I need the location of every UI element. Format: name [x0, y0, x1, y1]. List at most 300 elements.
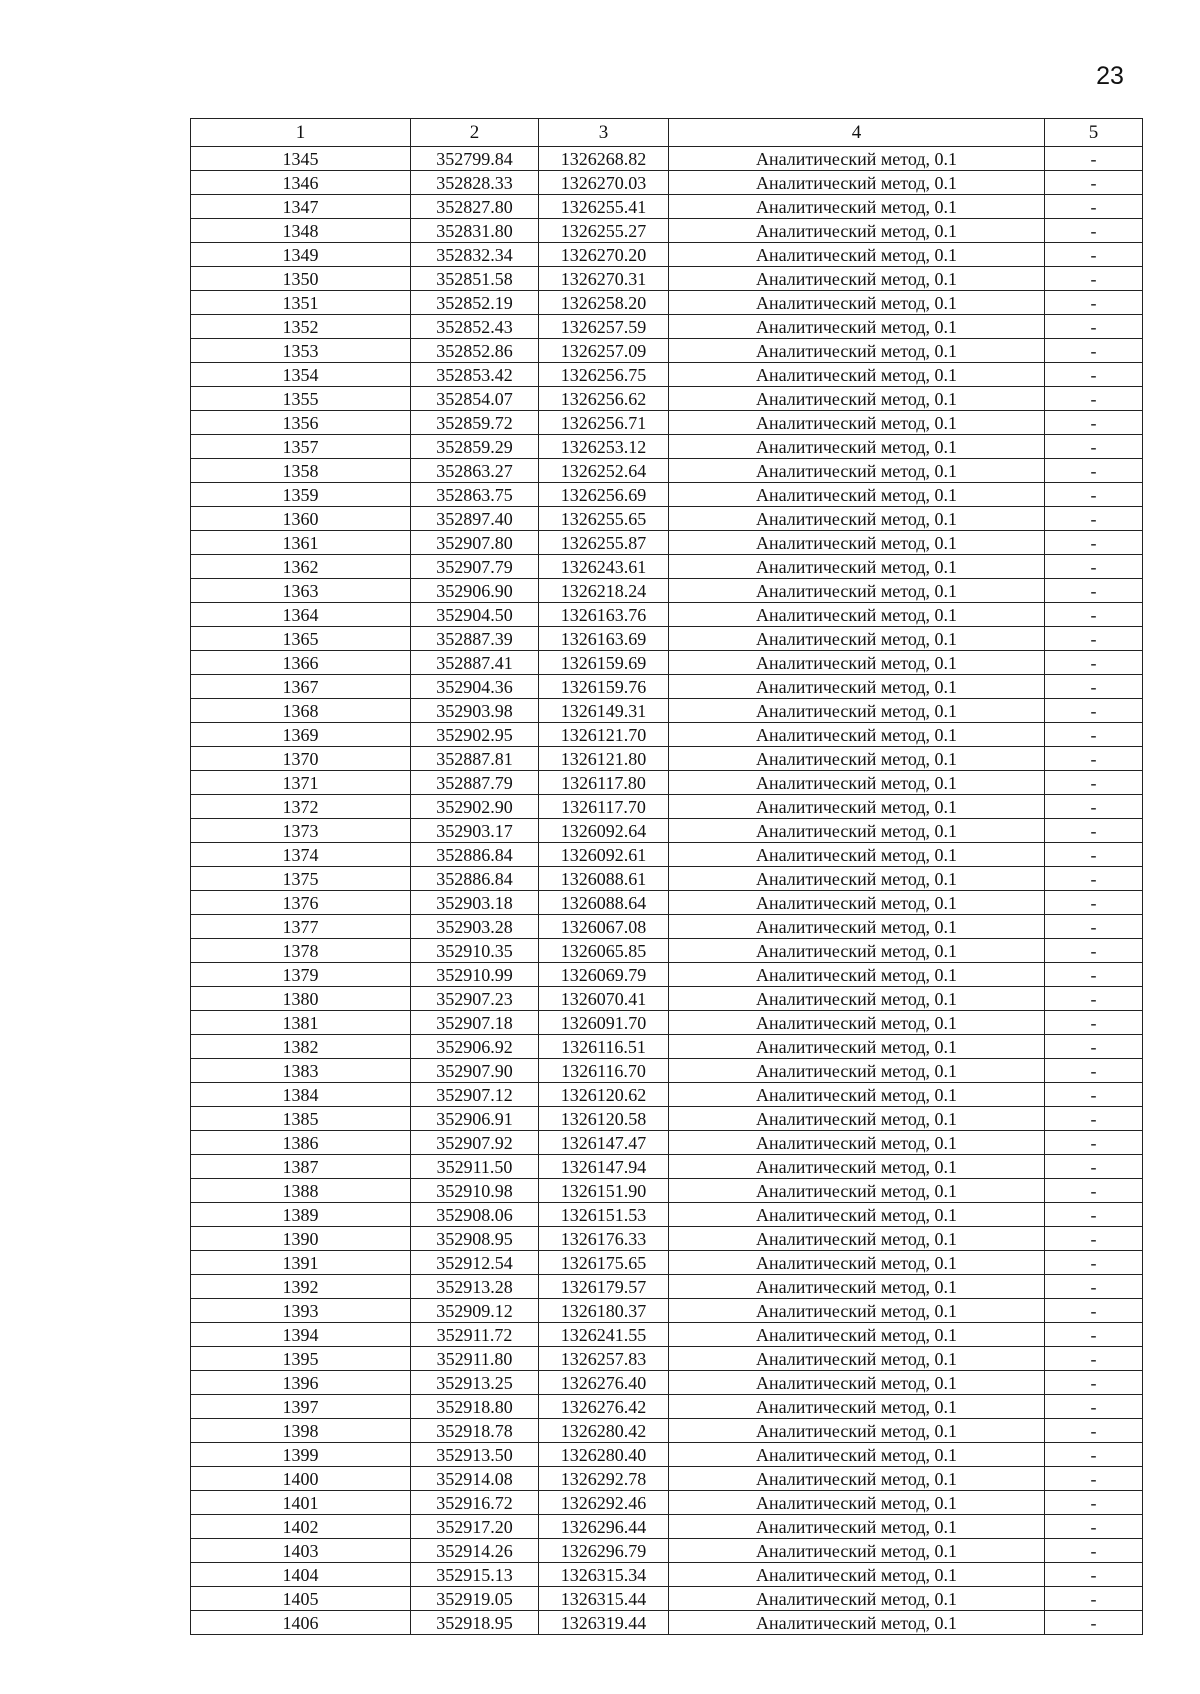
- table-row: [191, 459, 1143, 483]
- point-number-cell: 1382: [191, 1035, 411, 1059]
- note-cell: -: [1045, 771, 1143, 795]
- method-cell: Аналитический метод, 0.1: [669, 1131, 1045, 1155]
- table-row: [191, 963, 1143, 987]
- method-cell: Аналитический метод, 0.1: [669, 747, 1045, 771]
- page-number: 23: [1096, 62, 1124, 90]
- x-coordinate-cell: 352918.78: [411, 1419, 539, 1443]
- x-coordinate-cell: 352831.80: [411, 219, 539, 243]
- point-number-cell: 1404: [191, 1563, 411, 1587]
- x-coordinate-cell: 352852.19: [411, 291, 539, 315]
- note-cell: -: [1045, 315, 1143, 339]
- table-row: [191, 1323, 1143, 1347]
- x-coordinate-cell: 352906.92: [411, 1035, 539, 1059]
- x-coordinate-cell: 352912.54: [411, 1251, 539, 1275]
- table-row: [191, 939, 1143, 963]
- point-number-cell: 1381: [191, 1011, 411, 1035]
- method-cell: Аналитический метод, 0.1: [669, 675, 1045, 699]
- y-coordinate-cell: 1326315.44: [539, 1587, 669, 1611]
- table-row: [191, 147, 1143, 171]
- x-coordinate-cell: 352852.43: [411, 315, 539, 339]
- coordinates-table: [190, 118, 1143, 1635]
- note-cell: -: [1045, 747, 1143, 771]
- point-number-cell: 1403: [191, 1539, 411, 1563]
- note-cell: -: [1045, 987, 1143, 1011]
- note-cell: -: [1045, 1227, 1143, 1251]
- method-cell: Аналитический метод, 0.1: [669, 603, 1045, 627]
- table-row: [191, 531, 1143, 555]
- note-cell: -: [1045, 1035, 1143, 1059]
- x-coordinate-cell: 352908.06: [411, 1203, 539, 1227]
- note-cell: -: [1045, 1203, 1143, 1227]
- table-row: [191, 1011, 1143, 1035]
- x-coordinate-cell: 352907.12: [411, 1083, 539, 1107]
- method-cell: Аналитический метод, 0.1: [669, 1203, 1045, 1227]
- y-coordinate-cell: 1326088.64: [539, 891, 669, 915]
- note-cell: -: [1045, 291, 1143, 315]
- table-row: [191, 411, 1143, 435]
- y-coordinate-cell: 1326092.64: [539, 819, 669, 843]
- note-cell: -: [1045, 195, 1143, 219]
- y-coordinate-cell: 1326121.80: [539, 747, 669, 771]
- method-cell: Аналитический метод, 0.1: [669, 339, 1045, 363]
- x-coordinate-cell: 352903.98: [411, 699, 539, 723]
- method-cell: Аналитический метод, 0.1: [669, 867, 1045, 891]
- y-coordinate-cell: 1326116.51: [539, 1035, 669, 1059]
- note-cell: -: [1045, 1275, 1143, 1299]
- method-cell: Аналитический метод, 0.1: [669, 939, 1045, 963]
- note-cell: -: [1045, 219, 1143, 243]
- column-header: 5: [1045, 119, 1143, 147]
- y-coordinate-cell: 1326117.70: [539, 795, 669, 819]
- point-number-cell: 1360: [191, 507, 411, 531]
- method-cell: Аналитический метод, 0.1: [669, 555, 1045, 579]
- method-cell: Аналитический метод, 0.1: [669, 459, 1045, 483]
- note-cell: -: [1045, 1515, 1143, 1539]
- method-cell: Аналитический метод, 0.1: [669, 507, 1045, 531]
- y-coordinate-cell: 1326292.46: [539, 1491, 669, 1515]
- point-number-cell: 1371: [191, 771, 411, 795]
- method-cell: Аналитический метод, 0.1: [669, 1275, 1045, 1299]
- method-cell: Аналитический метод, 0.1: [669, 291, 1045, 315]
- table-row: [191, 219, 1143, 243]
- y-coordinate-cell: 1326151.90: [539, 1179, 669, 1203]
- x-coordinate-cell: 352827.80: [411, 195, 539, 219]
- x-coordinate-cell: 352832.34: [411, 243, 539, 267]
- y-coordinate-cell: 1326175.65: [539, 1251, 669, 1275]
- table-row: [191, 747, 1143, 771]
- note-cell: -: [1045, 579, 1143, 603]
- note-cell: -: [1045, 1443, 1143, 1467]
- point-number-cell: 1369: [191, 723, 411, 747]
- method-cell: Аналитический метод, 0.1: [669, 1395, 1045, 1419]
- table-row: [191, 1539, 1143, 1563]
- x-coordinate-cell: 352907.79: [411, 555, 539, 579]
- note-cell: -: [1045, 459, 1143, 483]
- y-coordinate-cell: 1326258.20: [539, 291, 669, 315]
- x-coordinate-cell: 352902.90: [411, 795, 539, 819]
- y-coordinate-cell: 1326241.55: [539, 1323, 669, 1347]
- method-cell: Аналитический метод, 0.1: [669, 1515, 1045, 1539]
- method-cell: Аналитический метод, 0.1: [669, 1419, 1045, 1443]
- column-header: 1: [191, 119, 411, 147]
- method-cell: Аналитический метод, 0.1: [669, 1491, 1045, 1515]
- note-cell: -: [1045, 867, 1143, 891]
- table-row: [191, 1611, 1143, 1635]
- y-coordinate-cell: 1326255.87: [539, 531, 669, 555]
- point-number-cell: 1345: [191, 147, 411, 171]
- method-cell: Аналитический метод, 0.1: [669, 1467, 1045, 1491]
- point-number-cell: 1349: [191, 243, 411, 267]
- y-coordinate-cell: 1326257.59: [539, 315, 669, 339]
- method-cell: Аналитический метод, 0.1: [669, 1443, 1045, 1467]
- method-cell: Аналитический метод, 0.1: [669, 1323, 1045, 1347]
- point-number-cell: 1359: [191, 483, 411, 507]
- y-coordinate-cell: 1326180.37: [539, 1299, 669, 1323]
- x-coordinate-cell: 352903.17: [411, 819, 539, 843]
- note-cell: -: [1045, 1323, 1143, 1347]
- table-row: [191, 891, 1143, 915]
- point-number-cell: 1397: [191, 1395, 411, 1419]
- y-coordinate-cell: 1326292.78: [539, 1467, 669, 1491]
- x-coordinate-cell: 352913.25: [411, 1371, 539, 1395]
- method-cell: Аналитический метод, 0.1: [669, 627, 1045, 651]
- method-cell: Аналитический метод, 0.1: [669, 1011, 1045, 1035]
- table-row: [191, 1059, 1143, 1083]
- x-coordinate-cell: 352853.42: [411, 363, 539, 387]
- point-number-cell: 1380: [191, 987, 411, 1011]
- x-coordinate-cell: 352887.41: [411, 651, 539, 675]
- y-coordinate-cell: 1326243.61: [539, 555, 669, 579]
- method-cell: Аналитический метод, 0.1: [669, 843, 1045, 867]
- table-row: [191, 243, 1143, 267]
- method-cell: Аналитический метод, 0.1: [669, 1035, 1045, 1059]
- y-coordinate-cell: 1326120.62: [539, 1083, 669, 1107]
- point-number-cell: 1354: [191, 363, 411, 387]
- y-coordinate-cell: 1326069.79: [539, 963, 669, 987]
- y-coordinate-cell: 1326163.76: [539, 603, 669, 627]
- method-cell: Аналитический метод, 0.1: [669, 699, 1045, 723]
- note-cell: -: [1045, 1539, 1143, 1563]
- point-number-cell: 1374: [191, 843, 411, 867]
- point-number-cell: 1386: [191, 1131, 411, 1155]
- table-row: [191, 819, 1143, 843]
- table-row: [191, 1131, 1143, 1155]
- note-cell: -: [1045, 1131, 1143, 1155]
- method-cell: Аналитический метод, 0.1: [669, 915, 1045, 939]
- point-number-cell: 1355: [191, 387, 411, 411]
- x-coordinate-cell: 352887.81: [411, 747, 539, 771]
- point-number-cell: 1351: [191, 291, 411, 315]
- table-row: [191, 627, 1143, 651]
- method-cell: Аналитический метод, 0.1: [669, 363, 1045, 387]
- x-coordinate-cell: 352919.05: [411, 1587, 539, 1611]
- table-row: [191, 363, 1143, 387]
- y-coordinate-cell: 1326276.42: [539, 1395, 669, 1419]
- y-coordinate-cell: 1326218.24: [539, 579, 669, 603]
- x-coordinate-cell: 352851.58: [411, 267, 539, 291]
- note-cell: -: [1045, 483, 1143, 507]
- header-row: [191, 119, 1143, 147]
- table-row: [191, 507, 1143, 531]
- point-number-cell: 1348: [191, 219, 411, 243]
- y-coordinate-cell: 1326296.44: [539, 1515, 669, 1539]
- x-coordinate-cell: 352886.84: [411, 843, 539, 867]
- y-coordinate-cell: 1326276.40: [539, 1371, 669, 1395]
- point-number-cell: 1405: [191, 1587, 411, 1611]
- method-cell: Аналитический метод, 0.1: [669, 1539, 1045, 1563]
- y-coordinate-cell: 1326257.83: [539, 1347, 669, 1371]
- note-cell: -: [1045, 1587, 1143, 1611]
- method-cell: Аналитический метод, 0.1: [669, 1179, 1045, 1203]
- point-number-cell: 1396: [191, 1371, 411, 1395]
- x-coordinate-cell: 352854.07: [411, 387, 539, 411]
- y-coordinate-cell: 1326253.12: [539, 435, 669, 459]
- x-coordinate-cell: 352910.35: [411, 939, 539, 963]
- table-row: [191, 315, 1143, 339]
- table-row: [191, 1083, 1143, 1107]
- point-number-cell: 1379: [191, 963, 411, 987]
- point-number-cell: 1366: [191, 651, 411, 675]
- method-cell: Аналитический метод, 0.1: [669, 1059, 1045, 1083]
- table-row: [191, 651, 1143, 675]
- table-row: [191, 1347, 1143, 1371]
- method-cell: Аналитический метод, 0.1: [669, 1563, 1045, 1587]
- point-number-cell: 1383: [191, 1059, 411, 1083]
- point-number-cell: 1363: [191, 579, 411, 603]
- point-number-cell: 1385: [191, 1107, 411, 1131]
- point-number-cell: 1400: [191, 1467, 411, 1491]
- note-cell: -: [1045, 1347, 1143, 1371]
- note-cell: -: [1045, 363, 1143, 387]
- note-cell: -: [1045, 1395, 1143, 1419]
- x-coordinate-cell: 352913.50: [411, 1443, 539, 1467]
- point-number-cell: 1367: [191, 675, 411, 699]
- note-cell: -: [1045, 1179, 1143, 1203]
- table-row: [191, 555, 1143, 579]
- y-coordinate-cell: 1326270.03: [539, 171, 669, 195]
- method-cell: Аналитический метод, 0.1: [669, 1371, 1045, 1395]
- point-number-cell: 1370: [191, 747, 411, 771]
- note-cell: -: [1045, 651, 1143, 675]
- note-cell: -: [1045, 1011, 1143, 1035]
- table-row: [191, 387, 1143, 411]
- method-cell: Аналитический метод, 0.1: [669, 219, 1045, 243]
- method-cell: Аналитический метод, 0.1: [669, 1347, 1045, 1371]
- y-coordinate-cell: 1326117.80: [539, 771, 669, 795]
- column-header: 4: [669, 119, 1045, 147]
- x-coordinate-cell: 352904.50: [411, 603, 539, 627]
- note-cell: -: [1045, 1419, 1143, 1443]
- x-coordinate-cell: 352910.98: [411, 1179, 539, 1203]
- note-cell: -: [1045, 1467, 1143, 1491]
- table-row: [191, 195, 1143, 219]
- note-cell: -: [1045, 1251, 1143, 1275]
- note-cell: -: [1045, 171, 1143, 195]
- method-cell: Аналитический метод, 0.1: [669, 483, 1045, 507]
- method-cell: Аналитический метод, 0.1: [669, 819, 1045, 843]
- point-number-cell: 1373: [191, 819, 411, 843]
- x-coordinate-cell: 352859.29: [411, 435, 539, 459]
- method-cell: Аналитический метод, 0.1: [669, 1611, 1045, 1635]
- method-cell: Аналитический метод, 0.1: [669, 723, 1045, 747]
- y-coordinate-cell: 1326120.58: [539, 1107, 669, 1131]
- table-row: [191, 1419, 1143, 1443]
- x-coordinate-cell: 352918.95: [411, 1611, 539, 1635]
- note-cell: -: [1045, 387, 1143, 411]
- note-cell: -: [1045, 915, 1143, 939]
- point-number-cell: 1395: [191, 1347, 411, 1371]
- x-coordinate-cell: 352917.20: [411, 1515, 539, 1539]
- table-row: [191, 579, 1143, 603]
- y-coordinate-cell: 1326116.70: [539, 1059, 669, 1083]
- table-row: [191, 1395, 1143, 1419]
- y-coordinate-cell: 1326088.61: [539, 867, 669, 891]
- x-coordinate-cell: 352863.75: [411, 483, 539, 507]
- method-cell: Аналитический метод, 0.1: [669, 1107, 1045, 1131]
- note-cell: -: [1045, 411, 1143, 435]
- column-header: 3: [539, 119, 669, 147]
- y-coordinate-cell: 1326092.61: [539, 843, 669, 867]
- point-number-cell: 1368: [191, 699, 411, 723]
- method-cell: Аналитический метод, 0.1: [669, 795, 1045, 819]
- table-row: [191, 867, 1143, 891]
- x-coordinate-cell: 352909.12: [411, 1299, 539, 1323]
- method-cell: Аналитический метод, 0.1: [669, 771, 1045, 795]
- note-cell: -: [1045, 723, 1143, 747]
- x-coordinate-cell: 352907.23: [411, 987, 539, 1011]
- x-coordinate-cell: 352887.39: [411, 627, 539, 651]
- x-coordinate-cell: 352906.91: [411, 1107, 539, 1131]
- x-coordinate-cell: 352915.13: [411, 1563, 539, 1587]
- x-coordinate-cell: 352887.79: [411, 771, 539, 795]
- y-coordinate-cell: 1326256.62: [539, 387, 669, 411]
- table-row: [191, 1035, 1143, 1059]
- table-row: [191, 291, 1143, 315]
- x-coordinate-cell: 352897.40: [411, 507, 539, 531]
- table-row: [191, 1443, 1143, 1467]
- point-number-cell: 1390: [191, 1227, 411, 1251]
- note-cell: -: [1045, 1611, 1143, 1635]
- note-cell: -: [1045, 1107, 1143, 1131]
- x-coordinate-cell: 352863.27: [411, 459, 539, 483]
- x-coordinate-cell: 352907.92: [411, 1131, 539, 1155]
- point-number-cell: 1357: [191, 435, 411, 459]
- x-coordinate-cell: 352911.50: [411, 1155, 539, 1179]
- x-coordinate-cell: 352859.72: [411, 411, 539, 435]
- x-coordinate-cell: 352918.80: [411, 1395, 539, 1419]
- method-cell: Аналитический метод, 0.1: [669, 1227, 1045, 1251]
- method-cell: Аналитический метод, 0.1: [669, 171, 1045, 195]
- y-coordinate-cell: 1326315.34: [539, 1563, 669, 1587]
- point-number-cell: 1356: [191, 411, 411, 435]
- method-cell: Аналитический метод, 0.1: [669, 1299, 1045, 1323]
- x-coordinate-cell: 352886.84: [411, 867, 539, 891]
- table-row: [191, 1491, 1143, 1515]
- note-cell: -: [1045, 1155, 1143, 1179]
- method-cell: Аналитический метод, 0.1: [669, 987, 1045, 1011]
- table-row: [191, 771, 1143, 795]
- y-coordinate-cell: 1326296.79: [539, 1539, 669, 1563]
- x-coordinate-cell: 352852.86: [411, 339, 539, 363]
- y-coordinate-cell: 1326257.09: [539, 339, 669, 363]
- column-header: 2: [411, 119, 539, 147]
- x-coordinate-cell: 352907.18: [411, 1011, 539, 1035]
- point-number-cell: 1398: [191, 1419, 411, 1443]
- y-coordinate-cell: 1326147.47: [539, 1131, 669, 1155]
- y-coordinate-cell: 1326270.20: [539, 243, 669, 267]
- point-number-cell: 1393: [191, 1299, 411, 1323]
- y-coordinate-cell: 1326256.71: [539, 411, 669, 435]
- x-coordinate-cell: 352902.95: [411, 723, 539, 747]
- x-coordinate-cell: 352828.33: [411, 171, 539, 195]
- note-cell: -: [1045, 1059, 1143, 1083]
- note-cell: -: [1045, 699, 1143, 723]
- y-coordinate-cell: 1326159.69: [539, 651, 669, 675]
- note-cell: -: [1045, 963, 1143, 987]
- table-row: [191, 267, 1143, 291]
- table-row: [191, 843, 1143, 867]
- table-row: [191, 339, 1143, 363]
- table-row: [191, 699, 1143, 723]
- point-number-cell: 1375: [191, 867, 411, 891]
- x-coordinate-cell: 352906.90: [411, 579, 539, 603]
- point-number-cell: 1387: [191, 1155, 411, 1179]
- table-body: [191, 147, 1143, 1635]
- y-coordinate-cell: 1326255.65: [539, 507, 669, 531]
- method-cell: Аналитический метод, 0.1: [669, 1083, 1045, 1107]
- note-cell: -: [1045, 891, 1143, 915]
- note-cell: -: [1045, 1491, 1143, 1515]
- point-number-cell: 1372: [191, 795, 411, 819]
- method-cell: Аналитический метод, 0.1: [669, 411, 1045, 435]
- note-cell: -: [1045, 1299, 1143, 1323]
- note-cell: -: [1045, 243, 1143, 267]
- note-cell: -: [1045, 1563, 1143, 1587]
- y-coordinate-cell: 1326255.27: [539, 219, 669, 243]
- y-coordinate-cell: 1326256.69: [539, 483, 669, 507]
- method-cell: Аналитический метод, 0.1: [669, 387, 1045, 411]
- point-number-cell: 1346: [191, 171, 411, 195]
- point-number-cell: 1364: [191, 603, 411, 627]
- y-coordinate-cell: 1326147.94: [539, 1155, 669, 1179]
- x-coordinate-cell: 352914.08: [411, 1467, 539, 1491]
- y-coordinate-cell: 1326065.85: [539, 939, 669, 963]
- table-row: [191, 171, 1143, 195]
- note-cell: -: [1045, 675, 1143, 699]
- x-coordinate-cell: 352913.28: [411, 1275, 539, 1299]
- note-cell: -: [1045, 939, 1143, 963]
- x-coordinate-cell: 352908.95: [411, 1227, 539, 1251]
- table-row: [191, 723, 1143, 747]
- point-number-cell: 1352: [191, 315, 411, 339]
- y-coordinate-cell: 1326070.41: [539, 987, 669, 1011]
- y-coordinate-cell: 1326280.40: [539, 1443, 669, 1467]
- point-number-cell: 1388: [191, 1179, 411, 1203]
- point-number-cell: 1394: [191, 1323, 411, 1347]
- x-coordinate-cell: 352907.90: [411, 1059, 539, 1083]
- point-number-cell: 1353: [191, 339, 411, 363]
- table-row: [191, 987, 1143, 1011]
- x-coordinate-cell: 352911.72: [411, 1323, 539, 1347]
- y-coordinate-cell: 1326256.75: [539, 363, 669, 387]
- y-coordinate-cell: 1326268.82: [539, 147, 669, 171]
- y-coordinate-cell: 1326176.33: [539, 1227, 669, 1251]
- table-row: [191, 1107, 1143, 1131]
- note-cell: -: [1045, 531, 1143, 555]
- y-coordinate-cell: 1326149.31: [539, 699, 669, 723]
- method-cell: Аналитический метод, 0.1: [669, 579, 1045, 603]
- method-cell: Аналитический метод, 0.1: [669, 195, 1045, 219]
